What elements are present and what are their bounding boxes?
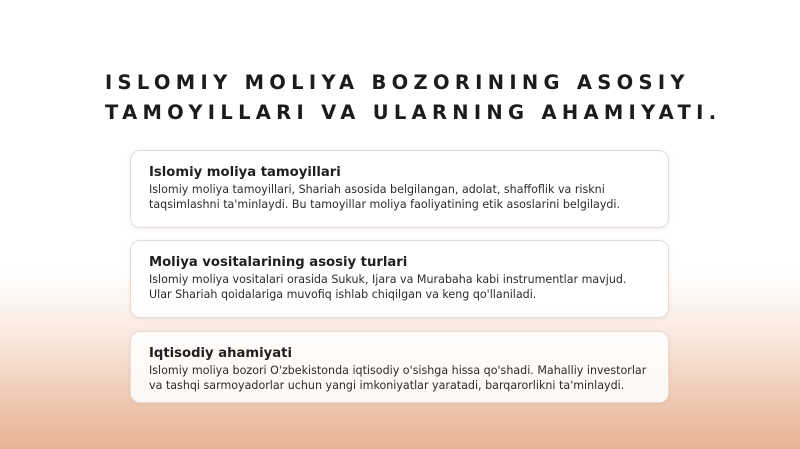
card-body: Islomiy moliya bozori O'zbekistonda iqtisodiy o'sishga hissa qo'shadi. Mahalliy investorlar va tashqi sarmoyadorlar uchun yangi imkoniyatlar yaratadi, barqarorlikni ta'minlaydi. — [149, 364, 647, 392]
card-body: Islomiy moliya tamoyillari, Shariah asosida belgilangan, adolat, shaffoflik va riskni taqsimlashni ta'minlaydi. Bu tamoyillar moliya faoliyatining etik asoslarini belgilaydi. — [149, 183, 621, 211]
card-heading: Islomiy moliya tamoyillari — [149, 165, 341, 180]
card-heading: Moliya vositalarining asosiy turlari — [149, 255, 408, 270]
slide-title: ISLOMIY MOLIYA BOZORINING ASOSIY TAMOYILLARI VA ULARNING AHAMIYATI. — [105, 71, 722, 124]
card-heading: Iqtisodiy ahamiyati — [149, 346, 292, 361]
card-economic-importance — [130, 331, 669, 403]
card-body: Islomiy moliya vositalari orasida Sukuk, Ijara va Murabaha kabi instrumentlar mavjud. Ular Shariah qoidalariga muvofiq ishlab chiqilgan va keng qo'llaniladi. — [149, 273, 627, 301]
card-principles — [130, 150, 669, 228]
card-instruments — [130, 240, 669, 318]
